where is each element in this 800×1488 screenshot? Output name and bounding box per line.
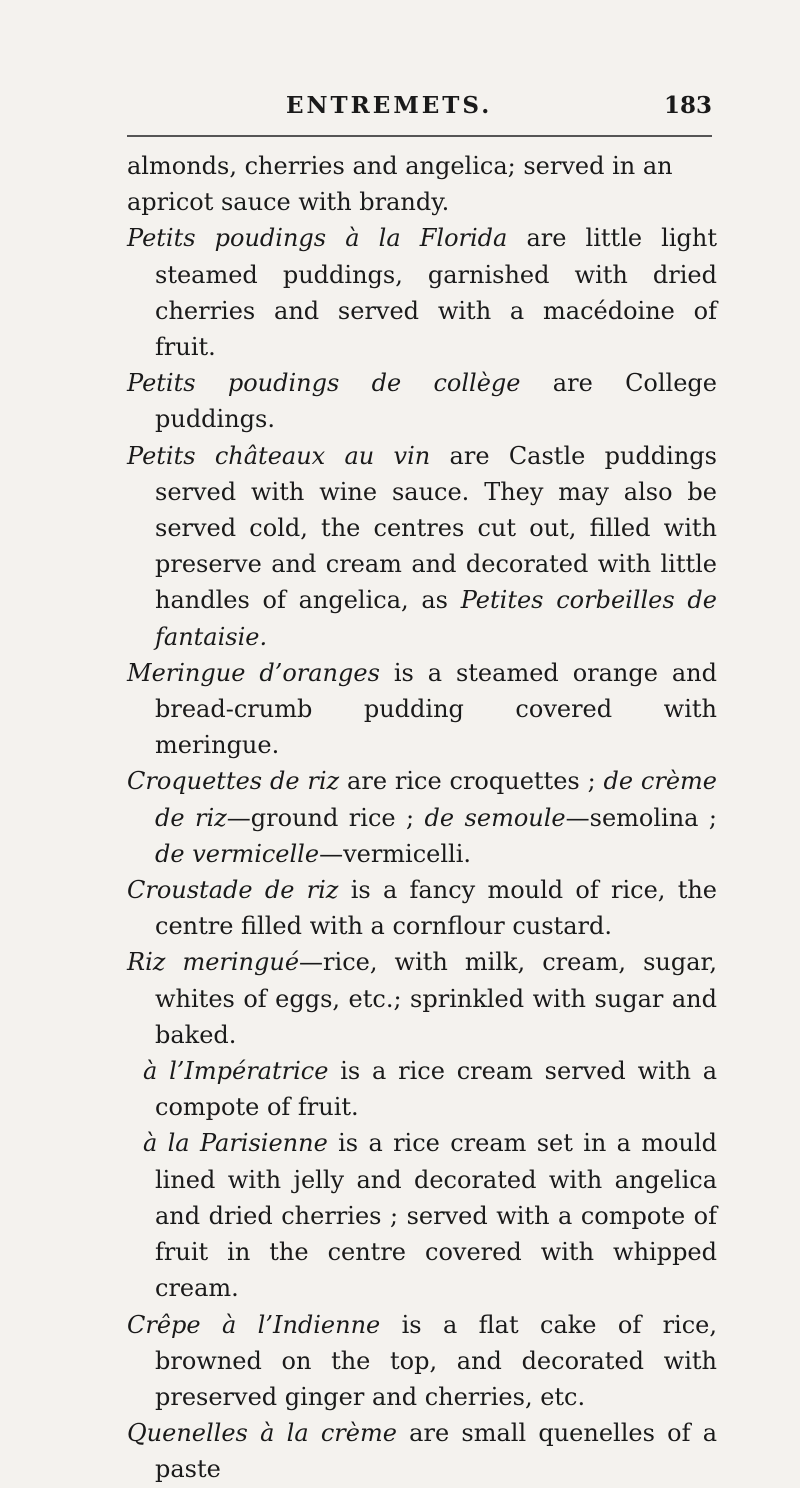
entry-term: Quenelles à la crème	[127, 1419, 397, 1448]
entry-term: de vermicelle	[155, 839, 320, 868]
entry-description: —ground rice ;	[226, 803, 425, 832]
body-text	[127, 148, 717, 1488]
entry-term: de crème de riz	[155, 767, 718, 832]
entry-description: is a fancy mould of rice, the centre filled with a cornflour custard.	[155, 876, 717, 941]
entry-description: is a rice cream served with a compote of fruit.	[155, 1057, 717, 1122]
entry-petits-poudings-college	[127, 365, 717, 437]
entry-term: Petites corbeilles de fantaisie.	[155, 586, 717, 651]
entry-description: —vermicelli.	[319, 839, 472, 868]
entry-crepe-indienne	[127, 1307, 717, 1416]
entry-quenelles-creme	[127, 1415, 717, 1487]
entry-term: à la Parisienne	[143, 1129, 328, 1158]
entry-petits-chateaux	[127, 438, 717, 655]
entry-a-la-parisienne	[127, 1125, 717, 1306]
entry-description: are Castle puddings served with wine sauce. They may also be served cold, the centres cut out, filled with preserve and cream and decorated with little handles of angelica, as	[155, 441, 717, 615]
entry-petits-poudings-florida	[127, 220, 717, 365]
entry-description: —semolina ;	[565, 803, 717, 832]
entry-description: is a rice cream set in a mould lined with jelly and decorated with angelica and dried cherries ; served with a compote of fruit in the centre covered with whipped cream.	[155, 1129, 718, 1303]
header-rule	[127, 135, 712, 137]
entry-description: —rice, with milk, cream, sugar, whites of eggs, etc.; sprinkled with sugar and baked.	[155, 948, 718, 1049]
entry-croquettes-riz	[127, 763, 717, 872]
running-header	[286, 92, 712, 124]
entry-term: de semoule	[424, 803, 566, 832]
running-title: ENTREMETS.	[286, 92, 493, 119]
entry-term: Croustade de riz	[127, 876, 339, 905]
entry-description: are College puddings.	[155, 369, 717, 434]
entry-term: à l’Impératrice	[143, 1057, 329, 1086]
entry-riz-meringue	[127, 944, 717, 1053]
entry-term: Riz meringué	[127, 948, 300, 977]
entry-term: Petits châteaux au vin	[127, 441, 431, 470]
entry-term: Croquettes de riz	[127, 767, 340, 796]
entry-description: is a flat cake of rice, browned on the top, and decorated with preserved ginger and cherries, etc.	[155, 1310, 717, 1411]
entry-description: are little light steamed puddings, garnished with dried cherries and served with a macédoine of fruit.	[155, 224, 717, 362]
entry-meringue-oranges	[127, 655, 717, 764]
entry-term: Petits poudings à la Florida	[127, 224, 508, 253]
page-number: 183	[663, 92, 712, 119]
entry-description: is a steamed orange and bread-crumb pudding covered with meringue.	[155, 658, 718, 760]
entry-term: Crêpe à l’Indienne	[127, 1310, 381, 1339]
entry-croustade-riz	[127, 872, 717, 944]
continuation-paragraph: almonds, cherries and angelica; served in an apricot sauce with brandy.	[127, 152, 673, 217]
entry-term: Meringue d’oranges	[127, 658, 380, 687]
entry-description: are small quenelles of a paste	[155, 1419, 718, 1484]
entry-term: Petits poudings de collège	[127, 369, 521, 398]
entry-a-l-imperatrice	[127, 1053, 717, 1125]
entry-description: are rice croquettes ;	[339, 767, 604, 796]
